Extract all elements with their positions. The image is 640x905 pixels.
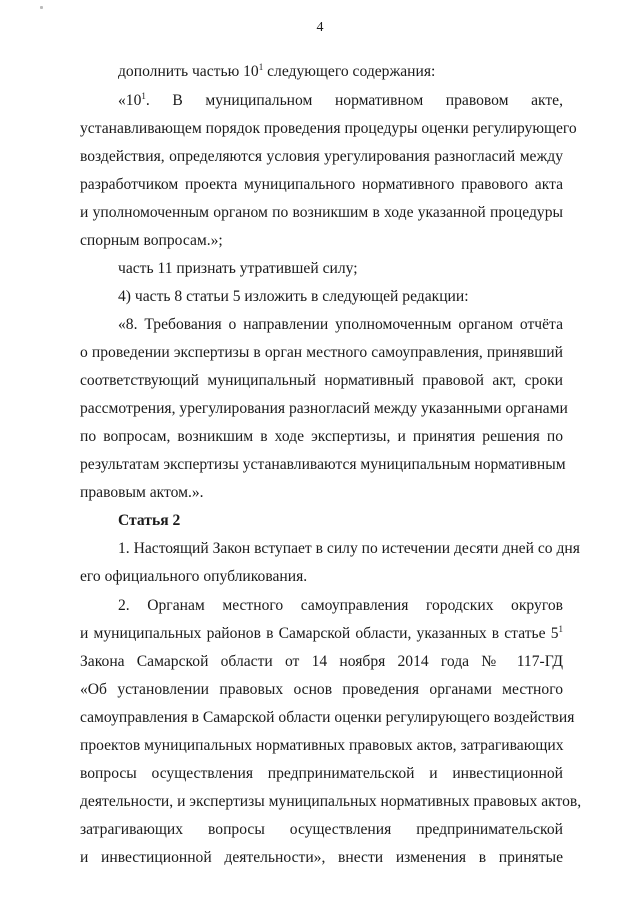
paragraph-line: по вопросам, возникшим в ходе экспертизы, и принятия решения по	[80, 428, 563, 445]
paragraph-line: 1. Настоящий Закон вступает в силу по истечении десяти дней со дня	[118, 540, 580, 557]
paragraph-line: устанавливающем порядок проведения процедуры оценки регулирующего	[80, 120, 577, 137]
paragraph-line: соответствующий муниципальный нормативный правовой акт, сроки	[80, 372, 563, 389]
paragraph-line: вопросы осуществления предпринимательской и инвестиционной	[80, 765, 563, 782]
paragraph-line: спорным вопросам.»;	[80, 232, 223, 249]
paragraph-line: результатам экспертизы устанавливаются муниципальным нормативным	[80, 456, 566, 473]
paragraph-line: разработчиком проекта муниципального нормативного правового акта	[80, 176, 563, 193]
paragraph-line: самоуправления в Самарской области оценки регулирующего воздействия	[80, 709, 575, 726]
paragraph-line: деятельности, и экспертизы муниципальных нормативных правовых актов,	[80, 793, 582, 810]
paragraph-line: воздействия, определяются условия урегулирования разногласий между	[80, 148, 563, 165]
paragraph-line: «8. Требования о направлении уполномоченным органом отчёта	[118, 316, 563, 333]
paragraph-line: и уполномоченным органом по возникшим в ходе указанной процедуры	[80, 204, 563, 221]
page-number: 4	[316, 20, 324, 35]
paragraph-line: 4) часть 8 статьи 5 изложить в следующей редакции:	[118, 288, 469, 305]
paragraph-line: о проведении экспертизы в орган местного самоуправления, принявший	[80, 344, 563, 361]
paragraph-line: затрагивающих вопросы осуществления предпринимательской	[80, 821, 563, 838]
article-heading: Статья 2	[118, 512, 181, 529]
paragraph-line: «Об установлении правовых основ проведения органами местного	[80, 681, 563, 698]
paragraph-line: проектов муниципальных нормативных правовых актов, затрагивающих	[80, 737, 564, 754]
paragraph-line: Закона Самарской области от 14 ноября 2014 года № 117-ГД	[80, 653, 563, 670]
scan-artifact	[40, 6, 43, 9]
paragraph-line: «$10^1$. В муниципальном нормативном правовом акте,	[118, 91, 563, 109]
paragraph-line: рассмотрения, урегулирования разногласий между указанными органами	[80, 400, 568, 417]
paragraph-line: дополнить частью $10^1$ следующего содержания:	[118, 62, 436, 80]
paragraph-line: и инвестиционной деятельности», внести изменения в принятые	[80, 849, 563, 866]
paragraph-line: его официального опубликования.	[80, 568, 308, 585]
paragraph-line: 2. Органам местного самоуправления городских округов	[118, 597, 563, 614]
paragraph-line: и муниципальных районов в Самарской области, указанных в статье $5^1$	[80, 624, 563, 642]
paragraph-line: правовым актом.».	[80, 484, 204, 501]
paragraph-line: часть 11 признать утратившей силу;	[118, 260, 358, 277]
